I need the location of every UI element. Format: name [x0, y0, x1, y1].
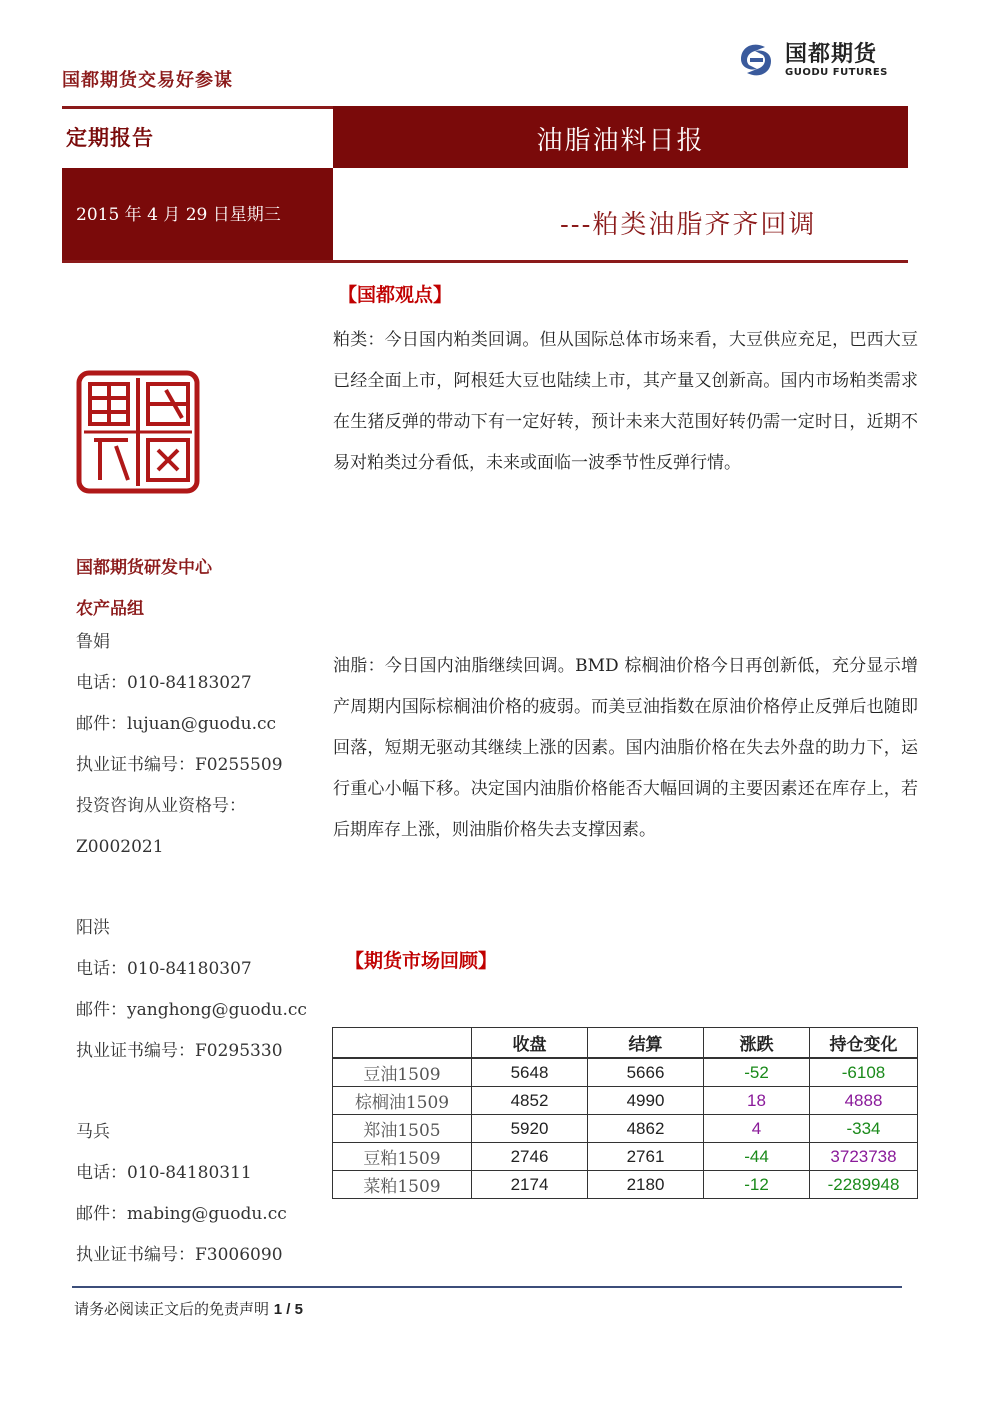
footer: [74, 1298, 303, 1319]
open-interest-change: -6108: [810, 1058, 918, 1087]
analyst-phone: 电话：010-84180311: [76, 1163, 252, 1183]
org-name: 国都期货研发中心: [76, 558, 212, 578]
contract-name: 菜粕1509: [333, 1171, 472, 1199]
analyst-name: 阳洪: [76, 918, 110, 938]
oil-commentary: 油脂：今日国内油脂继续回调。BMD 棕榈油价格今日再创新低，充分显示增产周期内国际棕榈油价格的疲弱。而美豆油指数在原油价格停止反弹后也随即回落，短期无驱动其继续上涨的因素。国内油脂价格在失去外盘的助力下，运行重心小幅下移。决定国内油脂价格能否大幅回调的主要因素还在库存上，若后期库存上涨，则油脂价格失去支撑因素。: [333, 656, 918, 840]
company-logo: [735, 38, 905, 82]
analyst-email[interactable]: 邮件：yanghong@guodu.cc: [76, 1000, 307, 1020]
col-header: 持仓变化: [810, 1028, 918, 1059]
table-row: [333, 1143, 918, 1171]
price-change: -52: [704, 1058, 810, 1087]
table-row: [333, 1087, 918, 1115]
settle-price: 5666: [588, 1058, 704, 1087]
analyst-email[interactable]: 邮件：lujuan@guodu.cc: [76, 714, 277, 734]
analyst-phone: 电话：010-84183027: [76, 673, 252, 693]
price-change: 18: [704, 1087, 810, 1115]
close-price: 5920: [472, 1115, 588, 1143]
group-name: 农产品组: [76, 599, 144, 619]
close-price: 2174: [472, 1171, 588, 1199]
report-title: 油脂油料日报: [333, 106, 908, 168]
open-interest-change: 3723738: [810, 1143, 918, 1171]
col-header: 涨跌: [704, 1028, 810, 1059]
price-change: 4: [704, 1115, 810, 1143]
guodu-logo-icon: [735, 39, 777, 81]
close-price: 5648: [472, 1058, 588, 1087]
seal-stamp-icon: [76, 370, 200, 494]
settle-price: 2180: [588, 1171, 704, 1199]
footer-rule: [72, 1286, 902, 1288]
analyst-consult-label: 投资咨询从业资格号：: [76, 796, 246, 816]
col-header: [333, 1028, 472, 1059]
report-date: 2015 年 4 月 29 日星期三: [62, 168, 333, 262]
contract-name: 棕榈油1509: [333, 1087, 472, 1115]
analyst-name: 鲁娟: [76, 632, 110, 652]
analyst-consult-no: Z0002021: [76, 837, 164, 857]
page-number: 1 / 5: [273, 1301, 303, 1318]
table-row: [333, 1115, 918, 1143]
research-org: [76, 548, 212, 630]
analyst-cert: 执业证书编号：F3006090: [76, 1245, 283, 1265]
disclaimer-note: 请务必阅读正文后的免责声明: [74, 1300, 270, 1318]
col-header: 结算: [588, 1028, 704, 1059]
market-table: [332, 1027, 918, 1199]
contract-name: 豆油1509: [333, 1058, 472, 1087]
price-change: -44: [704, 1143, 810, 1171]
close-price: 2746: [472, 1143, 588, 1171]
header-slogan: 国都期货交易好参谋: [62, 70, 233, 91]
analyst-card: [76, 1112, 287, 1276]
table-row: [333, 1171, 918, 1199]
table-row: [333, 1058, 918, 1087]
meal-commentary: 粕类：今日国内粕类回调。但从国际总体市场来看，大豆供应充足，巴西大豆已经全面上市，阿根廷大豆也陆续上市，其产量又创新高。国内市场粕类需求在生猪反弹的带动下有一定好转，预计未来大范围好转仍需一定时日，近期不易对粕类过分看低，未来或面临一波季节性反弹行情。: [333, 330, 918, 473]
open-interest-change: -334: [810, 1115, 918, 1143]
settle-price: 2761: [588, 1143, 704, 1171]
views-heading: 【国都观点】: [338, 284, 453, 306]
header-rule-bottom: [62, 260, 908, 263]
analyst-card: [76, 622, 283, 868]
table-header-row: [333, 1028, 918, 1059]
open-interest-change: -2289948: [810, 1171, 918, 1199]
price-change: -12: [704, 1171, 810, 1199]
analyst-card: [76, 908, 307, 1072]
analyst-cert: 执业证书编号：F0295330: [76, 1041, 283, 1061]
contract-name: 郑油1505: [333, 1115, 472, 1143]
col-header: 收盘: [472, 1028, 588, 1059]
market-heading: 【期货市场回顾】: [345, 950, 498, 972]
report-type-label: 定期报告: [66, 125, 154, 150]
logo-english-name: GUODU FUTURES: [785, 66, 888, 78]
report-subtitle: ---粕类油脂齐齐回调: [560, 210, 817, 240]
analyst-cert: 执业证书编号：F0255509: [76, 755, 283, 775]
settle-price: 4990: [588, 1087, 704, 1115]
analyst-email[interactable]: 邮件：mabing@guodu.cc: [76, 1204, 287, 1224]
settle-price: 4862: [588, 1115, 704, 1143]
open-interest-change: 4888: [810, 1087, 918, 1115]
logo-chinese-name: 国都期货: [785, 41, 878, 67]
close-price: 4852: [472, 1087, 588, 1115]
contract-name: 豆粕1509: [333, 1143, 472, 1171]
analyst-phone: 电话：010-84180307: [76, 959, 252, 979]
analyst-name: 马兵: [76, 1122, 110, 1142]
